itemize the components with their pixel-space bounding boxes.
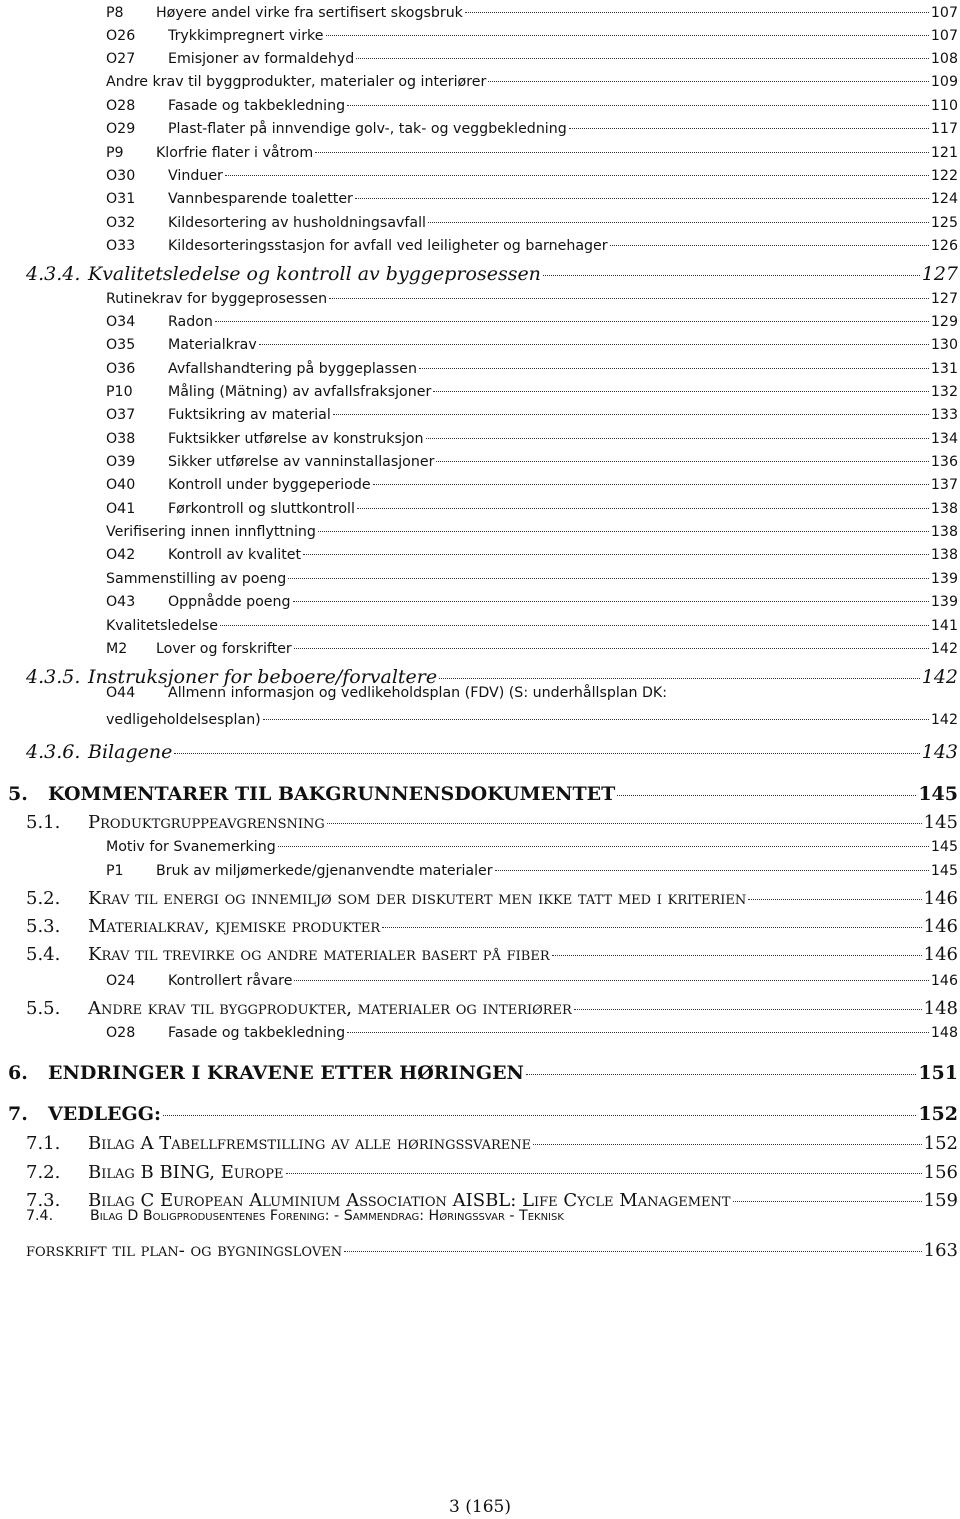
toc-entry-o32[interactable] [106, 215, 958, 231]
toc-number: 5.5. [26, 998, 61, 1019]
toc-title: Instruksjoner for beboere/forvaltere [88, 666, 438, 688]
toc-title: Kontroll under byggeperiode [168, 477, 371, 493]
toc-number: 5.3. [26, 916, 61, 937]
toc-page-number: 146 [930, 973, 958, 989]
toc-page-number: 163 [923, 1240, 958, 1261]
toc-entry-5-2[interactable] [26, 888, 958, 909]
toc-number: O34 [106, 314, 136, 330]
toc-title: Trykkimpregnert virke [168, 28, 324, 44]
dot-leader [382, 927, 921, 928]
toc-entry-5-1[interactable] [26, 812, 958, 833]
toc-number: O28 [106, 98, 136, 114]
toc-number: O33 [106, 238, 136, 254]
toc-entry-o41[interactable] [106, 501, 958, 517]
toc-entry-o35[interactable] [106, 337, 958, 353]
toc-number: O41 [106, 501, 136, 517]
toc-entry-item-24[interactable] [106, 571, 958, 587]
toc-page-number: 152 [923, 1133, 958, 1154]
toc-page-number: 125 [930, 215, 958, 231]
toc-number: M2 [106, 641, 128, 657]
toc-page-number: 146 [923, 916, 958, 937]
dot-leader [543, 275, 920, 276]
toc-title: Avfallshandtering på byggeplassen [168, 361, 417, 377]
toc-entry-o28[interactable] [106, 98, 958, 114]
toc-page-number: 134 [930, 431, 958, 447]
dot-leader [329, 298, 929, 299]
toc-title: Rutinekrav for byggeprosessen [106, 291, 328, 307]
toc-page-number: 132 [930, 384, 958, 400]
dot-leader [428, 222, 929, 223]
toc-number: O37 [106, 407, 136, 423]
toc-entry-p8[interactable] [106, 5, 958, 21]
dot-leader [259, 344, 929, 345]
toc-entry-o40[interactable] [106, 477, 958, 493]
toc-number: 5.1. [26, 812, 61, 833]
toc-page-number: 129 [930, 314, 958, 330]
dot-leader [552, 955, 922, 956]
toc-entry-4-3-6[interactable] [26, 741, 958, 763]
dot-leader [433, 391, 929, 392]
toc-title: Krav til energi og innemiljø som der diskutert men ikke tatt med i kriterien [88, 888, 747, 909]
dot-leader [347, 1032, 929, 1033]
toc-page-number: 124 [930, 191, 958, 207]
dot-leader [225, 175, 929, 176]
toc-title: Allmenn informasjon og vedlikeholdsplan (FDV) (S: underhållsplan DK: [168, 685, 668, 701]
toc-number: 7. [8, 1103, 28, 1125]
dot-leader [215, 321, 929, 322]
toc-title: Kvalitetsledelse [106, 618, 218, 634]
dot-leader [419, 368, 929, 369]
toc-number: O26 [106, 28, 136, 44]
toc-page-number: 145 [923, 812, 958, 833]
toc-number: O27 [106, 51, 136, 67]
dot-leader [426, 438, 929, 439]
toc-page-number: 136 [930, 454, 958, 470]
toc-title: Radon [168, 314, 213, 330]
toc-number: 7.2. [26, 1162, 61, 1183]
toc-page-number: 141 [930, 618, 958, 634]
toc-number: O28 [106, 1025, 136, 1041]
toc-title: Produktgruppeavgrensning [88, 812, 325, 833]
toc-entry-o28[interactable] [106, 1025, 958, 1041]
dot-leader [439, 678, 920, 679]
toc-entry-7-4[interactable] [26, 1208, 564, 1224]
toc-page-number: 151 [918, 1062, 958, 1084]
toc-title: Emisjoner av formaldehyd [168, 51, 355, 67]
toc-page-number: 145 [930, 863, 958, 879]
toc-entry-item-12[interactable] [106, 291, 958, 307]
dot-leader [357, 508, 929, 509]
toc-title: Måling (Mätning) av avfallsfraksjoner [168, 384, 432, 400]
page-footer: 3 (165) [449, 1497, 511, 1517]
toc-page-number: 142 [930, 641, 958, 657]
toc-number: 5.2. [26, 888, 61, 909]
toc-number: O44 [106, 685, 136, 701]
dot-leader [263, 719, 929, 720]
dot-leader [495, 870, 929, 871]
toc-page-number: 145 [930, 839, 958, 855]
toc-entry-o24[interactable] [106, 973, 958, 989]
toc-entry-7-4-continued[interactable] [26, 1240, 958, 1261]
toc-number: 4.3.4. [26, 263, 81, 285]
toc-number: P8 [106, 5, 124, 21]
toc-title: Kvalitetsledelse og kontroll av byggeprosessen [88, 263, 541, 285]
dot-leader [533, 1144, 922, 1145]
toc-title: Bilag D Boligprodusentenes Forening: - Sammendrag: Høringssvar - Teknisk [90, 1208, 564, 1224]
toc-entry-5-4[interactable] [26, 944, 958, 965]
toc-page-number: 139 [930, 571, 958, 587]
toc-page-number: 152 [918, 1103, 958, 1125]
toc-page-number: 108 [930, 51, 958, 67]
dot-leader [748, 899, 921, 900]
toc-title: Bilagene [88, 741, 173, 763]
toc-entry-o36[interactable] [106, 361, 958, 377]
toc-page-number: 143 [921, 741, 958, 763]
toc-page-number: 127 [921, 263, 958, 285]
dot-leader [294, 980, 928, 981]
toc-title: Krav til trevirke og andre materialer basert på fiber [88, 944, 550, 965]
toc-entry-o39[interactable] [106, 454, 958, 470]
toc-page-number: 131 [930, 361, 958, 377]
toc-page-number: 142 [921, 666, 958, 688]
toc-title-continued: vedligeholdelsesplan) [106, 712, 261, 728]
toc-page-number: 137 [930, 477, 958, 493]
toc-number: P1 [106, 863, 124, 879]
toc-page-number: 146 [923, 944, 958, 965]
toc-entry-item-33[interactable] [106, 839, 958, 855]
toc-number: 7.3. [26, 1190, 61, 1211]
toc-title: KOMMENTARER TIL BAKGRUNNENSDOKUMENTET [48, 783, 616, 805]
dot-leader [278, 846, 929, 847]
toc-number: 4.3.5. [26, 666, 81, 688]
toc-page-number: 127 [930, 291, 958, 307]
toc-title: Fuktsikker utførelse av konstruksjon [168, 431, 424, 447]
toc-entry-o30[interactable] [106, 168, 958, 184]
toc-entry-o44[interactable] [106, 685, 667, 701]
toc-entry-p1[interactable] [106, 863, 958, 879]
toc-page-number: 130 [930, 337, 958, 353]
toc-title: Andre krav til byggprodukter, materialer og interiører [106, 74, 487, 90]
toc-title: Førkontroll og sluttkontroll [168, 501, 355, 517]
dot-leader [163, 1115, 916, 1116]
dot-leader [436, 461, 929, 462]
toc-entry-7-1[interactable] [26, 1133, 958, 1154]
toc-number: 5.4. [26, 944, 61, 965]
dot-leader [288, 578, 929, 579]
toc-title: Verifisering innen innflyttning [106, 524, 316, 540]
toc-entry-o34[interactable] [106, 314, 958, 330]
toc-title: Bruk av miljømerkede/gjenanvendte materialer [156, 863, 493, 879]
dot-leader [315, 152, 929, 153]
toc-number: O40 [106, 477, 136, 493]
toc-number: 6. [8, 1062, 28, 1084]
toc-entry-p10[interactable] [106, 384, 958, 400]
toc-page-number: 122 [930, 168, 958, 184]
toc-page-number: 138 [930, 524, 958, 540]
toc-entry-o26[interactable] [106, 28, 958, 44]
toc-page-number: 142 [930, 712, 958, 728]
toc-number: O31 [106, 191, 136, 207]
toc-entry-o38[interactable] [106, 431, 958, 447]
toc-entry-item-22[interactable] [106, 524, 958, 540]
toc-number: O39 [106, 454, 136, 470]
dot-leader [303, 554, 929, 555]
dot-leader [174, 753, 919, 754]
toc-title-continued: forskrift til plan- og bygningsloven [26, 1240, 343, 1261]
toc-entry-p9[interactable] [106, 145, 958, 161]
toc-title: Kontrollert råvare [168, 973, 293, 989]
toc-title: Motiv for Svanemerking [106, 839, 276, 855]
toc-entry-4-3-4[interactable] [26, 263, 958, 285]
dot-leader [526, 1074, 916, 1075]
toc-title: Materialkrav [168, 337, 257, 353]
toc-page-number: 156 [923, 1162, 958, 1183]
dot-leader [574, 1009, 922, 1010]
toc-number: 5. [8, 783, 28, 805]
dot-leader [333, 414, 929, 415]
dot-leader [355, 198, 929, 199]
toc-title: Oppnådde poeng [168, 594, 291, 610]
toc-entry-o29[interactable] [106, 121, 958, 137]
toc-title: Fasade og takbekledning [168, 1025, 346, 1041]
toc-page-number: 110 [930, 98, 958, 114]
dot-leader [347, 105, 929, 106]
toc-title: ENDRINGER I KRAVENE ETTER HØRINGEN [48, 1062, 524, 1084]
toc-title: Høyere andel virke fra sertifisert skogsbruk [156, 5, 463, 21]
toc-number: O36 [106, 361, 136, 377]
dot-leader [220, 625, 929, 626]
dot-leader [733, 1201, 922, 1202]
toc-title: Klorfrie flater i våtrom [156, 145, 314, 161]
toc-entry-5-5[interactable] [26, 998, 958, 1019]
toc-entry-o33[interactable] [106, 238, 958, 254]
toc-entry-7-2[interactable] [26, 1162, 958, 1183]
dot-leader [569, 128, 929, 129]
toc-number: O38 [106, 431, 136, 447]
toc-number: O30 [106, 168, 136, 184]
toc-number: 7.4. [26, 1208, 54, 1224]
toc-entry-7[interactable] [8, 1103, 958, 1125]
toc-page-number: 133 [930, 407, 958, 423]
toc-number: P9 [106, 145, 124, 161]
dot-leader [286, 1173, 922, 1174]
toc-page-number: 107 [930, 28, 958, 44]
toc-entry-o44-continued[interactable] [106, 712, 958, 728]
toc-title: VEDLEGG: [48, 1103, 162, 1125]
toc-title: Andre krav til byggprodukter, materialer og interiører [88, 998, 572, 1019]
dot-leader [465, 12, 929, 13]
dot-leader [293, 601, 929, 602]
dot-leader [294, 648, 929, 649]
toc-title: Materialkrav, kjemiske produkter [88, 916, 381, 937]
toc-title: Sammenstilling av poeng [106, 571, 287, 587]
dot-leader [610, 245, 929, 246]
toc-title: Sikker utførelse av vanninstallasjoner [168, 454, 435, 470]
toc-number: 4.3.6. [26, 741, 81, 763]
dot-leader [327, 823, 922, 824]
toc-title: Kontroll av kvalitet [168, 547, 302, 563]
toc-title: Fuktsikring av material [168, 407, 331, 423]
toc-title: Kildesorteringsstasjon for avfall ved leiligheter og barnehager [168, 238, 608, 254]
dot-leader [617, 795, 916, 796]
toc-entry-item-26[interactable] [106, 618, 958, 634]
toc-page-number: 107 [930, 5, 958, 21]
toc-entry-o27[interactable] [106, 51, 958, 67]
dot-leader [373, 484, 929, 485]
toc-title: Bilag B BING, Europe [88, 1162, 284, 1183]
toc-title: Lover og forskrifter [156, 641, 292, 657]
toc-entry-5-3[interactable] [26, 916, 958, 937]
toc-page-number: 117 [930, 121, 958, 137]
dot-leader [318, 531, 929, 532]
toc-page-number: 138 [930, 547, 958, 563]
toc-title: Kildesortering av husholdningsavfall [168, 215, 426, 231]
toc-number: 7.1. [26, 1133, 61, 1154]
toc-number: P10 [106, 384, 133, 400]
toc-title: Plast-flater på innvendige golv-, tak- og veggbekledning [168, 121, 567, 137]
toc-page-number: 146 [923, 888, 958, 909]
toc-title: Vinduer [168, 168, 223, 184]
toc-page-number: 148 [930, 1025, 958, 1041]
toc-page-number: 126 [930, 238, 958, 254]
toc-page-number: 121 [930, 145, 958, 161]
toc-title: Bilag C European Aluminium Association AISBL: Life Cycle Management [88, 1190, 731, 1211]
toc-page-number: 109 [930, 74, 958, 90]
toc-page-number: 139 [930, 594, 958, 610]
dot-leader [344, 1251, 922, 1252]
toc-entry-5[interactable] [8, 783, 958, 805]
toc-entry-6[interactable] [8, 1062, 958, 1084]
toc-title: Bilag A Tabellfremstilling av alle høringssvarene [88, 1133, 532, 1154]
toc-number: O42 [106, 547, 136, 563]
toc-title: Vannbesparende toaletter [168, 191, 353, 207]
dot-leader [356, 58, 929, 59]
toc-entry-o37[interactable] [106, 407, 958, 423]
toc-number: O24 [106, 973, 136, 989]
toc-number: O29 [106, 121, 136, 137]
toc-entry-o31[interactable] [106, 191, 958, 207]
toc-entry-m2[interactable] [106, 641, 958, 657]
toc-page-number: 138 [930, 501, 958, 517]
toc-number: O32 [106, 215, 136, 231]
dot-leader [326, 35, 929, 36]
toc-number: O43 [106, 594, 136, 610]
toc-page-number: 148 [923, 998, 958, 1019]
toc-page-number: 159 [923, 1190, 958, 1211]
toc-entry-o42[interactable] [106, 547, 958, 563]
dot-leader [488, 81, 929, 82]
toc-title: Fasade og takbekledning [168, 98, 346, 114]
toc-entry-o43[interactable] [106, 594, 958, 610]
toc-number: O35 [106, 337, 136, 353]
toc-entry-item-3[interactable] [106, 74, 958, 90]
toc-page-number: 145 [918, 783, 958, 805]
